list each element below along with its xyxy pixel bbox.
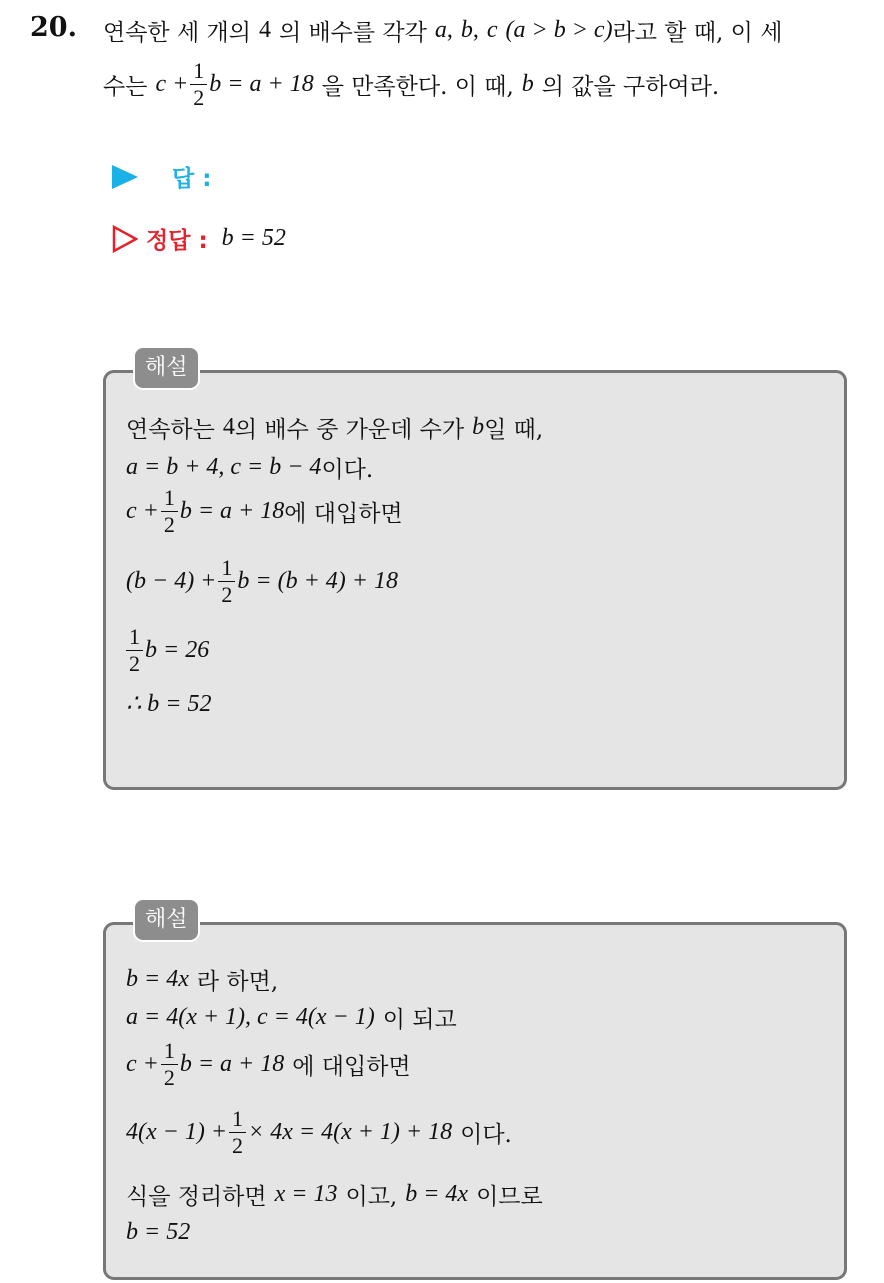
exp1-l5-den: 2 — [129, 651, 140, 676]
exp1-l1-num: 4 — [222, 414, 235, 440]
question-line-2 — [103, 60, 719, 109]
exp1-l5-fraction — [126, 626, 143, 675]
exp2-l5-math-2: b = 4x — [405, 1181, 469, 1207]
outline-triangle-icon — [112, 225, 138, 253]
exp1-l3-fraction — [161, 487, 178, 536]
exp1-l1-text-1: 연속하는 — [126, 417, 215, 443]
q2-text-3: 의 값을 구하여라. — [541, 74, 720, 100]
exp1-l2-math: a = b + 4, c = b − 4 — [126, 454, 322, 480]
exp1-l3-text: 에 대입하면 — [284, 501, 403, 527]
question-number: 20. — [30, 12, 77, 43]
q2-text-1: 수는 — [103, 74, 148, 100]
q1-text-3: 라고 할 때, 이 세 — [612, 20, 783, 46]
q1-var-c: c — [486, 17, 498, 43]
exp1-l4-lhs: (b − 4) + — [126, 568, 217, 594]
exp1-line-6 — [126, 689, 211, 718]
correct-answer-value: b = 52 — [221, 225, 286, 251]
exp2-line-2 — [126, 1001, 457, 1034]
exp1-l3-rhs: b = a + 18 — [179, 498, 285, 524]
q2-lhs: c + — [155, 71, 189, 97]
exp1-l6-math: ∴ b = 52 — [126, 691, 212, 717]
exp2-line-3 — [126, 1040, 411, 1089]
exp2-line-1 — [126, 963, 278, 996]
exp1-l5-rhs: b = 26 — [145, 637, 210, 663]
exp2-l3-text: 에 대입하면 — [292, 1054, 411, 1080]
exp1-line-1 — [126, 411, 543, 444]
q1-text-1: 연속한 세 개의 — [103, 20, 251, 46]
exp2-l4-fraction — [229, 1108, 246, 1157]
q1-comma-2: , — [472, 17, 479, 43]
exp2-l4-rhs: × 4x = 4(x + 1) + 18 — [248, 1119, 453, 1145]
exp2-l2-text: 이 되고 — [382, 1007, 457, 1033]
exp1-line-3 — [126, 487, 403, 536]
exp2-l1-math: b = 4x — [126, 966, 189, 992]
q1-var-a: a — [434, 17, 447, 43]
exp2-l5-math-1: x = 13 — [274, 1181, 338, 1207]
exp2-l3-rhs: b = a + 18 — [179, 1051, 285, 1077]
q1-num-4: 4 — [258, 17, 271, 43]
q2-var-b: b — [521, 71, 534, 97]
q1-condition: (a > b > c) — [505, 17, 613, 43]
q1-var-b: b — [460, 17, 473, 43]
exp1-l1-var-b: b — [472, 414, 485, 440]
filled-triangle-icon — [112, 165, 138, 189]
exp1-l5-num: 1 — [126, 626, 143, 651]
correct-answer-label: 정답 : — [146, 228, 208, 254]
exp2-l4-lhs: 4(x − 1) + — [126, 1119, 228, 1145]
exp1-l4-num: 1 — [218, 557, 235, 582]
q1-text-2: 의 배수를 각각 — [278, 20, 427, 46]
exp2-l1-text: 라 하면, — [196, 969, 279, 995]
exp1-l4-rhs: b = (b + 4) + 18 — [237, 568, 398, 594]
exp2-l4-den: 2 — [232, 1133, 244, 1158]
exp1-line-5 — [126, 626, 209, 675]
exp1-l4-fraction — [218, 557, 235, 606]
q2-text-2: 을 만족한다. 이 때, — [321, 74, 514, 100]
explanation-badge-1: 해설 — [133, 346, 200, 390]
exp1-l3-lhs: c + — [126, 498, 159, 524]
exp2-l3-fraction — [161, 1040, 178, 1089]
q1-comma-1: , — [446, 17, 453, 43]
exp2-l4-num: 1 — [229, 1108, 246, 1133]
exp1-l1-text-2: 의 배수 중 가운데 수가 — [234, 417, 465, 443]
exp1-l3-den: 2 — [163, 512, 175, 537]
exp2-l5-text-2: 이고, — [345, 1184, 398, 1210]
q2-frac-den: 2 — [193, 85, 205, 110]
question-line-1 — [103, 14, 782, 47]
exp1-line-2 — [126, 451, 373, 484]
exp2-l3-num: 1 — [161, 1040, 178, 1065]
exp1-l4-den: 2 — [221, 582, 233, 607]
correct-answer-row — [112, 222, 286, 255]
exp2-l6-math: b = 52 — [126, 1219, 191, 1245]
explanation-badge-2: 해설 — [133, 898, 200, 942]
answer-row — [112, 160, 211, 193]
explanation-box-2 — [103, 907, 847, 1280]
q2-fraction — [190, 60, 207, 109]
exp2-l4-text: 이다. — [460, 1122, 512, 1148]
exp2-l5-text-3: 이므로 — [476, 1184, 543, 1210]
exp1-l2-text: 이다. — [321, 457, 374, 483]
exp2-l3-den: 2 — [163, 1065, 175, 1090]
explanation-box-1 — [103, 355, 847, 790]
exp1-l3-num: 1 — [161, 487, 178, 512]
exp1-l1-text-3: 일 때, — [484, 417, 544, 443]
q2-frac-num: 1 — [190, 60, 207, 85]
exp2-l2-math: a = 4(x + 1), c = 4(x − 1) — [126, 1004, 375, 1030]
exp2-line-5 — [126, 1178, 543, 1211]
q2-rhs: b = a + 18 — [209, 71, 314, 97]
exp2-line-4 — [126, 1108, 512, 1157]
exp2-l5-text-1: 식을 정리하면 — [126, 1184, 267, 1210]
exp1-line-4 — [126, 557, 398, 606]
answer-label: 답 : — [172, 166, 212, 192]
exp2-line-6 — [126, 1219, 190, 1246]
exp2-l3-lhs: c + — [126, 1051, 159, 1077]
